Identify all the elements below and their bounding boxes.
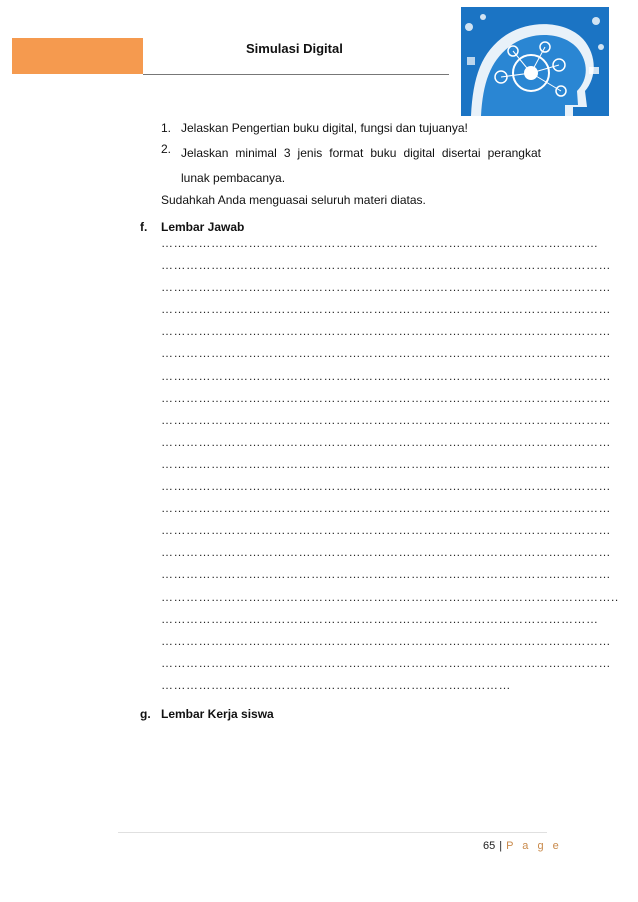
page-header-title: Simulasi Digital — [246, 41, 343, 56]
question-item — [161, 141, 541, 191]
answer-line[interactable]: ……………………………………………………………………………………………… — [161, 368, 611, 383]
answer-line[interactable]: ……………………………………………………………………………………………… — [161, 302, 611, 317]
question-list — [161, 120, 541, 199]
page-footer — [483, 840, 562, 852]
question-number: 2. — [161, 142, 172, 156]
footer-divider — [118, 832, 547, 833]
mastery-note: Sudahkah Anda menguasai seluruh materi diatas. — [161, 193, 426, 207]
section-lembar-kerja — [140, 707, 274, 721]
answer-line[interactable]: ……………………………………………………………………………………………… — [161, 258, 611, 273]
answer-line[interactable]: …………………………………………………………………………………………… — [161, 611, 599, 626]
answer-line[interactable]: ……………………………………………………………………………………………… — [161, 390, 611, 405]
header-divider — [143, 74, 449, 75]
answer-line[interactable]: ……………………………………………………………………………………………… — [161, 655, 611, 670]
section-letter: f. — [140, 220, 148, 234]
question-text: Jelaskan Pengertian buku digital, fungsi dan tujuanya! — [181, 121, 468, 135]
page-label: P a g e — [506, 840, 562, 852]
answer-line[interactable]: ……………………………………………………………………………………………… — [161, 523, 611, 538]
answer-line[interactable]: ……………………………………………………………………………………………… — [161, 567, 611, 582]
header-accent-bar — [12, 38, 143, 74]
footer-separator: | — [499, 840, 503, 852]
section-title: Lembar Jawab — [161, 220, 245, 234]
section-title: Lembar Kerja siswa — [161, 707, 274, 721]
answer-line[interactable]: ……………………………………………………………………………………………… — [161, 280, 611, 295]
answer-line[interactable]: ……………………………………………………………………………………………… — [161, 501, 611, 516]
digital-head-network-icon — [461, 7, 609, 116]
answer-line[interactable]: ……………………………………………………………………………………………… — [161, 545, 611, 560]
answer-lines — [161, 232, 619, 696]
answer-line[interactable]: ……………………………………………………………………………………………… — [161, 633, 611, 648]
answer-line[interactable]: ……………………………………………………………………………………………… — [161, 456, 611, 471]
answer-line[interactable]: ……………………………………………………………………………………………….. — [161, 589, 619, 604]
section-letter: g. — [140, 707, 151, 721]
page-number: 65 — [483, 840, 496, 852]
answer-line[interactable]: ………………………………………………………………………… — [161, 677, 511, 692]
answer-line[interactable]: ……………………………………………………………………………………………… — [161, 324, 611, 339]
question-number: 1. — [161, 121, 172, 135]
question-item — [161, 120, 541, 137]
answer-line[interactable]: ……………………………………………………………………………………………… — [161, 412, 611, 427]
answer-line[interactable]: ……………………………………………………………………………………………… — [161, 346, 611, 361]
answer-line[interactable]: ……………………………………………………………………………………………… — [161, 434, 611, 449]
answer-line[interactable]: ……………………………………………………………………………………………… — [161, 479, 611, 494]
question-text: Jelaskan minimal 3 jenis format buku digital disertai perangkat lunak pembacanya. — [181, 146, 541, 185]
answer-line[interactable]: …………………………………………………………………………………………… — [161, 236, 599, 250]
